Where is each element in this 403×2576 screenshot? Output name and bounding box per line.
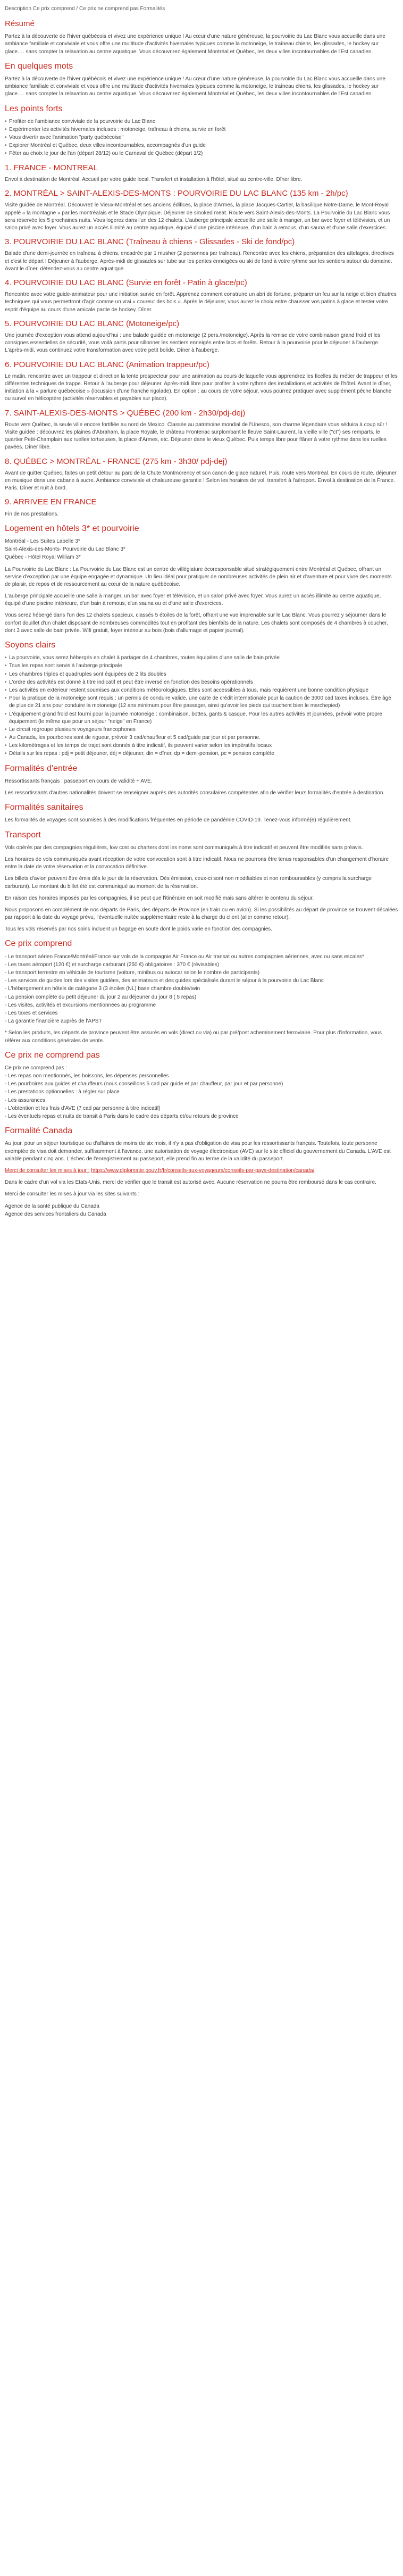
list-item: - Les prestations optionnelles : à régler sur place <box>5 1089 120 1095</box>
day-9-text: Fin de nos prestations. <box>5 511 59 517</box>
formalites-entree-paragraph: Ressortissants français : passeport en cours de validité + AVE. <box>5 778 153 784</box>
list-item: • Le circuit regroupe plusieurs voyageurs francophones <box>5 726 398 734</box>
hotel-line: Montréal - Les Suites Labelle 3* <box>5 538 80 544</box>
list-item: - Les assurances <box>5 1097 46 1103</box>
list-item: • Pour la pratique de la motoneige sont requis : un permis de conduire valide, une carte de crédit internationale pour la caution de 3000 cad taxes incluses. Être âgé de plus de 21 ans pour conduire la motoneige (12 ans minimum pour être passager, ainsi qu'avoir les pieds qui touchent bien le marchepied) <box>5 695 398 710</box>
agency-link[interactable]: Agence des services frontaliers du Canada <box>5 1211 106 1217</box>
day-8-text: Avant de quitter Québec, faites un petit détour au parc de la Chute Montmorency et son canon de glace naturel. Puis, route vers Montréal. En cours de route, déjeuner en musique dans une cabane à sucre. Ambiance conviviale et chaleureuse garantie ! Selon les horaires de vol, transfert à l'aéroport. Envol à destination de la France. Paris. Dîner et nuit à bord. <box>5 470 397 492</box>
header-description: Description Ce prix comprend / Ce prix ne comprend pas Formalités <box>5 6 165 12</box>
hotel-line: Québec - Hôtel Royal William 3* <box>5 554 81 561</box>
list-item: - La pension complète du petit déjeuner du jour 2 au déjeuner du jour 8 ( 5 repas) <box>5 994 197 1000</box>
points-forts-title: Les points forts <box>5 104 63 113</box>
day-1-text: Envol à destination de Montréal. Accueil par votre guide local. Transfert et installation à l'hôtel, situé au centre-ville. Dîner libre. <box>5 176 303 182</box>
hotel-list <box>5 538 398 562</box>
formalite-canada-title: Formalité Canada <box>5 1126 73 1136</box>
resume-text: Partez à la découverte de l'hiver québécois et vivez une expérience unique ! Au cœur d'une nature généreuse, la pourvoirie du Lac Blanc vous accueille dans une ambiance familiale et conviviale et vous offre une multitude d'activités hivernales typiques comme la motoneige, le traîneau chiens, les glissades, le hockey sur glace…. sans compter la relaxation au centre aquatique. Vous découvrirez également Montréal et Québec, les deux villes incontournables de l'Est canadien. <box>5 34 385 55</box>
hebergement-title: Logement en hôtels 3* et pourvoirie <box>5 523 139 533</box>
day-1-title: 1. FRANCE - MONTREAL <box>5 163 98 172</box>
hebergement-paragraph: Vous serez hébergé dans l'un des 12 chalets spacieux, classés 5 étoiles de la forêt, offrant une vue imprenable sur le Lac Blanc. Vous pourrez y séjourner dans le confort douillet d'un chalet disposant de nombreuses commodités tout en profitant des bienfaits de la nature. Les chalets sont composés de 4 chambres à coucher, dont 3 avec salle de bain privée. Wifi gratuit, foyer intérieur au bois (bois d'allumage et papier journal). <box>5 612 388 634</box>
transport-paragraph: Vols opérés par des compagnies régulières, low cost ou charters dont les noms sont communiqués à titre indicatif et peuvent être modifiés sans préavis. <box>5 844 363 851</box>
day-4-text: Rencontre avec votre guide-animateur pour une initiation survie en forêt. Apprenez comment construire un abri de fortune, préparer un feu sur la neige et bien d'autres techniques qui vous permettront d'agir comme un vrai « coureur des bois ». Après le déjeuner, vous aurez le choix entre chausser vos patins à glace et tester votre esprit d'équipe au cours d'une amicale partie de hockey. Dîner. <box>5 292 397 313</box>
day-8-title: 8. QUÉBEC > MONTRÉAL - FRANCE (275 km - 3h30/ pdj-dej) <box>5 456 228 466</box>
transport-paragraph: Les billets d'avion peuvent être émis dès le jour de la réservation. Dès émission, ceux-ci sont non modifiables et non remboursables (y compris la surcharge carburant). Le montant du billet été est communiqué au moment de la réservation. <box>5 876 372 890</box>
list-item: • Tous les repas sont servis à l'auberge principale <box>5 662 398 670</box>
list-item: • Les chambres triples et quadruples sont équipées de 2 lits doubles <box>5 671 398 678</box>
list-item: - L'obtention et les frais d'AVE (7 cad par personne à titre indicatif) <box>5 1105 161 1111</box>
day-9-title: 9. ARRIVEE EN FRANCE <box>5 497 97 507</box>
list-item: - Le transport aérien France/Montréal/France sur vols de la compagnie Air France ou Air transat ou autres compagnies aériennes, avec ou sans escales* <box>5 953 364 960</box>
list-item: - Les taxes aéroport (120 €) et surcharge carburant (250 €) obligatoires : 370 € (révisables) <box>5 961 219 968</box>
formalite-canada-link-row <box>5 1167 398 1175</box>
day-6-title: 6. POURVOIRIE DU LAC BLANC (Animation trappeur/pc) <box>5 360 209 369</box>
agency-link[interactable]: Agence de la santé publique du Canada <box>5 1203 99 1209</box>
formalites-sanitaires-paragraph: Les formalités de voyages sont soumises à des modifications fréquentes en période de pandémie COVID-19. Tenez-vous informé(e) régulièrement. <box>5 817 352 824</box>
list-item: • La pourvoirie, vous serez hébergés en chalet à partager de 4 chambres, toutes équipées d'une salle de bain privée <box>5 654 398 662</box>
points-forts-list <box>5 118 398 158</box>
transport-paragraph: Les horaires de vols communiqués avant réception de votre convocation sont à titre indicatif. Nous ne pourrons être tenus responsables d'un changement d'horaire entre la date de votre réservation et la convocation définitive. <box>5 856 389 870</box>
prix-comprend-list <box>5 953 398 1026</box>
hotel-line: Saint-Alexis-des-Monts- Pourvoirie du Lac Blanc 3* <box>5 546 125 553</box>
day-2-text: Visite guidée de Montréal. Découvrez le Vieux-Montréal et ses anciens édifices, la place d'Armes, la place Jacques-Cartier, la basilique Notre-Dame, le Mont-Royal appelé « la montagne » par les montréalais et le Stade Olympique. Déjeuner de smoked meat. Route vers Saint-Alexis-des-Monts. La Pourvoirie du Lac Blanc vous sera réservée les 5 prochaines nuits. Vous logerez dans l'un des 12 chalets. L'auberge principale accueille une salle à manger, un bar avec foyer et télévision, et un salon privé avec foyer. Vous aurez un accès illimité au centre aquatique, équipé d'une piscine intérieure, d'un bain à remous, d'un sauna et d'une salle d'exercices. <box>5 202 390 231</box>
list-item: • Fêter au choix le jour de l'an (départ 28/12) ou le Carnaval de Québec (départ 1/2) <box>5 150 398 157</box>
list-item: • Les activités en extérieur restent soumises aux conditions météorologiques. Elles sont accessibles à tous, mais requièrent une bonne condition physique <box>5 687 398 694</box>
list-item: - Les visites, activités et excursions mentionnées au programme <box>5 1002 156 1008</box>
soyons-clairs-list <box>5 654 398 758</box>
list-item: Ce prix ne comprend pas : <box>5 1065 68 1071</box>
quelques-mots-title: En quelques mots <box>5 61 73 71</box>
formalite-canada-after: Merci de consulter les mises à jour via les sites suivants : <box>5 1191 140 1198</box>
list-item: - La garantie financière auprès de l'APST <box>5 1018 102 1025</box>
list-item: • L'ordre des activités est donné à titre indicatif et peut être inversé en fonction des besoins opérationnels <box>5 679 398 686</box>
day-2-title: 2. MONTRÉAL > SAINT-ALEXIS-DES-MONTS : POURVOIRIE DU LAC BLANC (135 km - 2h/pc) <box>5 189 348 198</box>
formalite-canada-after: Dans le cadre d'un vol via les Etats-Unis, merci de vérifier que le transit est autorisé avec. Aucune réservation ne pourra être remboursé dans le cas contraire. <box>5 1179 376 1186</box>
list-item: - Les éventuels repas et nuits de transit à Paris dans le cadre des départs et/ou retours de province <box>5 1114 239 1119</box>
quelques-mots-text: Partez à la découverte de l'hiver québécois et vivez une expérience unique ! Au cœur d'une nature généreuse, la pourvoirie du Lac Blanc vous accueille dans une ambiance familiale et conviviale et vous offre une multitude d'activités hivernales typiques comme la motoneige, le traîneau chiens, les glissades, le hockey sur glace…. sans compter la relaxation au centre aquatique. Vous découvrirez également Montréal et Québec, les deux villes incontournables de l'Est canadien. <box>5 76 385 97</box>
prix-ne-comprend-title: Ce prix ne comprend pas <box>5 1050 100 1060</box>
list-item: - Les pourboires aux guides et chauffeurs (nous conseillons 5 cad par guide et par chauffeur, par jour et par personne) <box>5 1081 283 1087</box>
formalite-canada-paragraph: Au jour, pour un séjour touristique ou d'affaires de moins de six mois, il n'y a pas d'obligation de visa pour les ressortissants français. Toutefois, toute personne exemptée de visa doit demander, suffisamment à l'avance, une autorisation de voyage électronique (AVE) sur le site officiel du gouvernement du Canada. L'AVE est valable pendant cinq ans. L'échec de l'enregistrement au passeport, elle prend fin au terme de la validité du passeport. <box>5 1141 391 1162</box>
list-item: - L'hébergement en hôtels de catégorie 3 (3 étoiles (NL) base chambre double/twin <box>5 986 200 992</box>
list-item: - Les services de guides lors des visites guidées, des animateurs et des guides spécialisés durant le séjour à la pourvoirie du Lac Blanc <box>5 978 324 984</box>
page <box>5 5 398 1218</box>
list-item: • Explorer Montréal et Québec, deux villes incontournables, accompagnés d'un guide <box>5 142 398 149</box>
list-item: - Les taxes et services <box>5 1010 58 1016</box>
day-5-title: 5. POURVOIRIE DU LAC BLANC (Motoneige/pc) <box>5 319 180 328</box>
list-item: • L'équipement grand froid est fourni pour la journée motoneige : combinaison, bottes, gants & casque. Pour les autres activités et journées, prévoir votre propre équipement (le même que pour un séjour "neige" en France) <box>5 711 398 726</box>
prix-ne-comprend-list <box>5 1065 398 1120</box>
soyons-clairs-title: Soyons clairs <box>5 641 56 650</box>
prix-comprend-title: Ce prix comprend <box>5 939 72 949</box>
transport-paragraph: Tous les vols réservés par nos soins incluent un bagage en soute dont le poids varie en fonction des compagnies. <box>5 926 273 933</box>
formalite-canada-links <box>5 1203 398 1218</box>
transport-paragraph: En raison des horaires imposés par les compagnies, il se peut que l'itinéraire en soit modifié mais sans altérer le contenu du séjour. <box>5 895 314 901</box>
list-item: • Au Canada, les pourboires sont de rigueur, prévoir 3 cad/chauffeur et 5 cad/guide par jour et par personne. <box>5 734 398 742</box>
resume-title: Résumé <box>5 19 35 29</box>
update-link[interactable]: https://www.diplomatie.gouv.fr/fr/conseils-aux-voyageurs/conseils-par-pays-destination/canada/ <box>91 1167 315 1174</box>
list-item: • Profiter de l'ambiance conviviale de la pourvoirie du Lac Blanc <box>5 118 398 126</box>
day-3-text: Balade d'une demi-journée en traîneau à chiens, encadrée par 1 musher (2 personnes par traîneau). Rencontre avec les chiens, préparation des attelages, directives et c'est le départ ! Déjeuner à l'auberge. Après-midi de glissades sur tube sur les pentes enneigées ou ski de fond à votre rythme sur les sentiers autour du domaine. Avant le dîner, détendez-vous au centre aquatique. <box>5 251 394 272</box>
day-7-text: Route vers Québec, la seule ville encore fortifiée au nord de Mexico. Classée au patrimoine mondial de l'Unesco, son charme légendaire vous séduira à coup sûr ! Visite guidée : découvrez les plaines d'Abraham, la place Royale, le château Frontenac surplombant le fleuve Saint-Laurent, la vieille ville ("ct") ses remparts, le quartier Petit-Champlain aux ruelles tortueuses, la place d'Armes, etc. Déjeuner dans le vieux Québec. Puis temps libre pour flâner à votre rythme dans les ruelles pavées. Dîner libre. <box>5 421 388 451</box>
list-item: • Détails sur les repas : pdj = petit déjeuner, déj = déjeuner, din = dîner, dp = demi-pension, pc = pension complète <box>5 750 398 758</box>
list-item: - Les repas non mentionnés, les boissons, les dépenses personnelles <box>5 1073 169 1079</box>
formalites-sanitaires-title: Formalités sanitaires <box>5 803 83 812</box>
day-4-title: 4. POURVOIRIE DU LAC BLANC (Survie en forêt - Patin à glace/pc) <box>5 278 247 287</box>
day-6-text: Le matin, rencontre avec un trappeur et direction la tente prospecteur pour une animation au cours de laquelle vous apprendrez les ficelles du métier de trappeur et les différentes techniques de trappe. Retour à l'auberge pour déjeuner. Après-midi libre pour profiter à votre rythme des installations et activités de l'hôtel. Avant le dîner, initiation à la « parlure québécoise » (locussion d'une franche rigolade). En option : au cours de votre séjour, vous pourrez pratiquer avec supplément pêche blanche ou survol en hélicoptère (activités réservables et payables sur place). <box>5 373 398 402</box>
update-link-label[interactable]: Merci de consulter les mises à jour : <box>5 1167 90 1174</box>
list-item: • Les kilométrages et les temps de trajet sont donnés à titre indicatif, ils peuvent varier selon les impératifs locaux <box>5 742 398 750</box>
day-7-title: 7. SAINT-ALEXIS-DES-MONTS > QUÉBEC (200 km - 2h30/pdj-dej) <box>5 408 246 418</box>
day-5-text: Une journée d'exception vous attend aujourd'hui : une balade guidée en motoneige (2 pers./motoneige). Après la remise de votre combinaison grand froid et les consignes essentielles de sécurité, vous voilà partis pour sillonner les sentiers enneigés entre lacs et forêts. Retour à la pourvoirie pour le déjeuner à l'auberge. L'après-midi, vous continuez votre transformation avec votre petit bolide. Dîner à l'auberge. <box>5 332 381 354</box>
formalites-entree-paragraph: Les ressortissants d'autres nationalités doivent se renseigner auprès des autorités consulaires compétentes afin de vérifier leurs formalités d'entrée à destination. <box>5 790 385 796</box>
transport-paragraph: Nous proposons en complément de nos départs de Paris, des départs de Province (en train ou en avion). Si les possibilités au départ de province se trouvent décalées par rapport à la date du voyage prévu, l'éventuelle nuitée supplémentaire reste à la charge du client (aller comme retour). <box>5 907 398 921</box>
list-item: • Expérimenter les activités hivernales incluses : motoneige, traîneau à chiens, survie en forêt <box>5 126 398 134</box>
day-3-title: 3. POURVOIRIE DU LAC BLANC (Traîneau à chiens - Glissades - Ski de fond/pc) <box>5 237 295 247</box>
prix-comprend-note: * Selon les produits, les départs de province peuvent être assurés en vols (direct ou via) ou par pré/post acheminement ferroviaire. Pour plus d'information, vous référer aux conditions générales de vente. <box>5 1030 382 1044</box>
formalites-entree-title: Formalités d'entrée <box>5 763 78 773</box>
hebergement-paragraph: La Pourvoirie du Lac Blanc : La Pourvoirie du Lac Blanc est un centre de villégiature écoresponsable situé stratégiquement entre Montréal et Québec, offrant un service d'exception par une équipe engagée et dynamique. Un lieu idéal pour pratiquer de nombreuses activités de plein air et d'aventure et pour vivre des moments de plaisir, de repos et de ressourcement au cœur de la nature québécoise. <box>5 566 392 587</box>
hebergement-paragraph: L'auberge principale accueille une salle à manger, un bar avec foyer et télévision, et un salon privé avec foyer. Vous aurez un accès illimité au centre aquatique, équipé d'une piscine intérieure, d'un bain à remous, d'un sauna ou et d'une salle d'exercices. <box>5 593 381 607</box>
list-item: • Vous divertir avec l'animation "party québécoise" <box>5 134 398 142</box>
list-item: - Le transport terrestre en véhicule de tourisme (voiture, minibus ou autocar selon le nombre de participants) <box>5 970 260 976</box>
transport-title: Transport <box>5 830 41 840</box>
